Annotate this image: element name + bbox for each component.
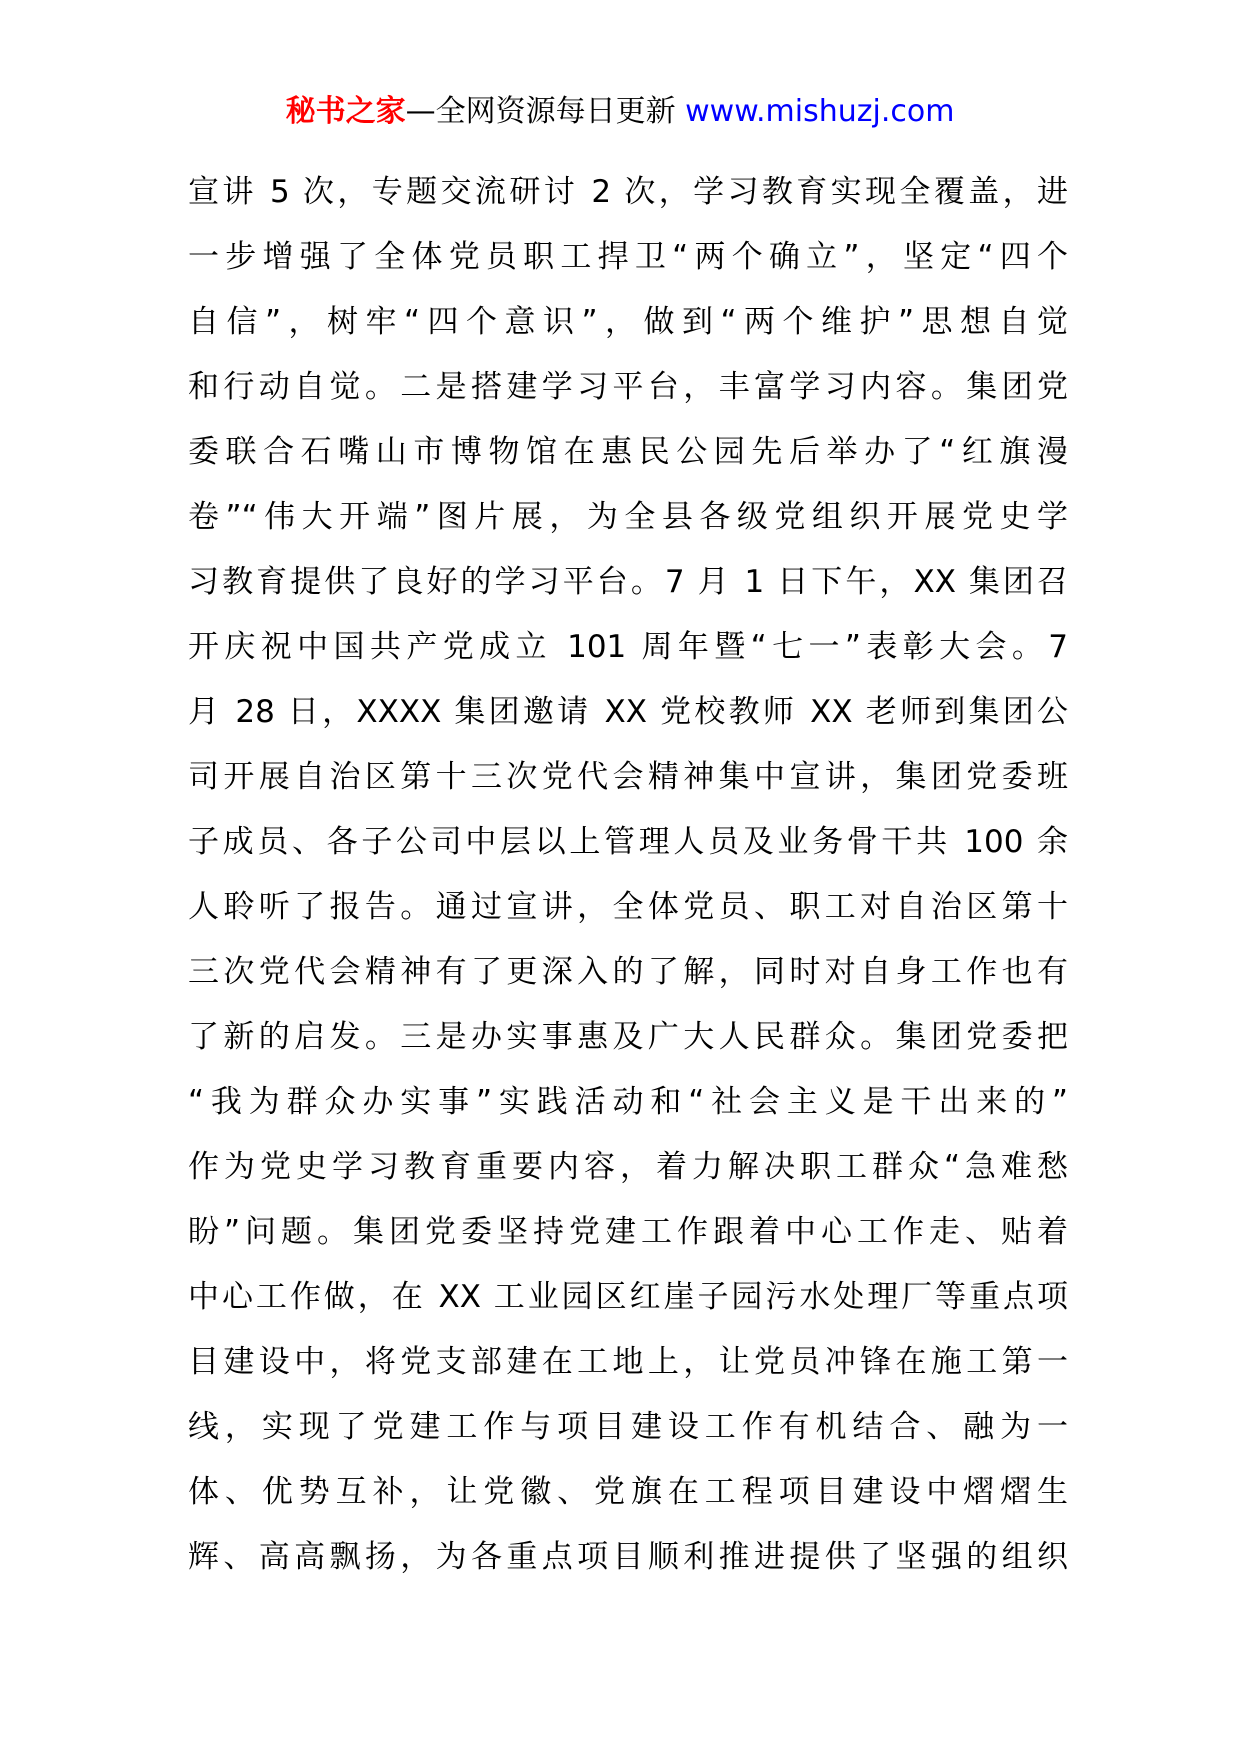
text-line: 辉、高高飘扬，为各重点项目顺利推进提供了坚强的组织 <box>188 1539 1068 1575</box>
brand-name: 秘书之家 <box>285 94 406 129</box>
text-line: 自信”，树牢“四个意识”，做到“两个维护”思想自觉 <box>188 304 1068 340</box>
text-line: 了新的启发。三是办实事惠及广大人民群众。集团党委把 <box>188 1019 1068 1055</box>
text-line: 一步增强了全体党员职工捍卫“两个确立”，坚定“四个 <box>188 239 1068 275</box>
text-line: 司开展自治区第十三次党代会精神集中宣讲，集团党委班 <box>188 759 1068 795</box>
text-line: 体、优势互补，让党徽、党旗在工程项目建设中熠熠生 <box>188 1474 1068 1510</box>
site-url: www.mishuzj.com <box>685 94 955 129</box>
document-body <box>188 160 1068 1590</box>
text-line: 线，实现了党建工作与项目建设工作有机结合、融为一 <box>188 1409 1068 1445</box>
text-line: 宣讲 5 次，专题交流研讨 2 次，学习教育实现全覆盖，进 <box>188 174 1068 210</box>
text-line: 中心工作做，在 XX 工业园区红崖子园污水处理厂等重点项 <box>188 1279 1068 1315</box>
header-slogan: —全网资源每日更新 <box>405 94 686 129</box>
text-line: 三次党代会精神有了更深入的了解，同时对自身工作也有 <box>188 954 1068 990</box>
text-line: 月 28 日，XXXX 集团邀请 XX 党校教师 XX 老师到集团公 <box>188 694 1068 730</box>
text-line: 卷”“伟大开端”图片展，为全县各级党组织开展党史学 <box>188 499 1068 535</box>
text-line: 盼”问题。集团党委坚持党建工作跟着中心工作走、贴着 <box>188 1214 1068 1250</box>
page-header <box>0 92 1240 132</box>
text-line: 作为党史学习教育重要内容，着力解决职工群众“急难愁 <box>188 1149 1068 1185</box>
text-line: 人聆听了报告。通过宣讲，全体党员、职工对自治区第十 <box>188 889 1068 925</box>
text-line: 子成员、各子公司中层以上管理人员及业务骨干共 100 余 <box>188 824 1068 860</box>
text-line: 目建设中，将党支部建在工地上，让党员冲锋在施工第一 <box>188 1344 1068 1380</box>
text-line: 习教育提供了良好的学习平台。7 月 1 日下午，XX 集团召 <box>188 564 1068 600</box>
text-line: “我为群众办实事”实践活动和“社会主义是干出来的” <box>188 1084 1068 1120</box>
text-line: 开庆祝中国共产党成立 101 周年暨“七一”表彰大会。7 <box>188 629 1068 665</box>
text-line: 和行动自觉。二是搭建学习平台，丰富学习内容。集团党 <box>188 369 1068 405</box>
text-line: 委联合石嘴山市博物馆在惠民公园先后举办了“红旗漫 <box>188 434 1068 470</box>
